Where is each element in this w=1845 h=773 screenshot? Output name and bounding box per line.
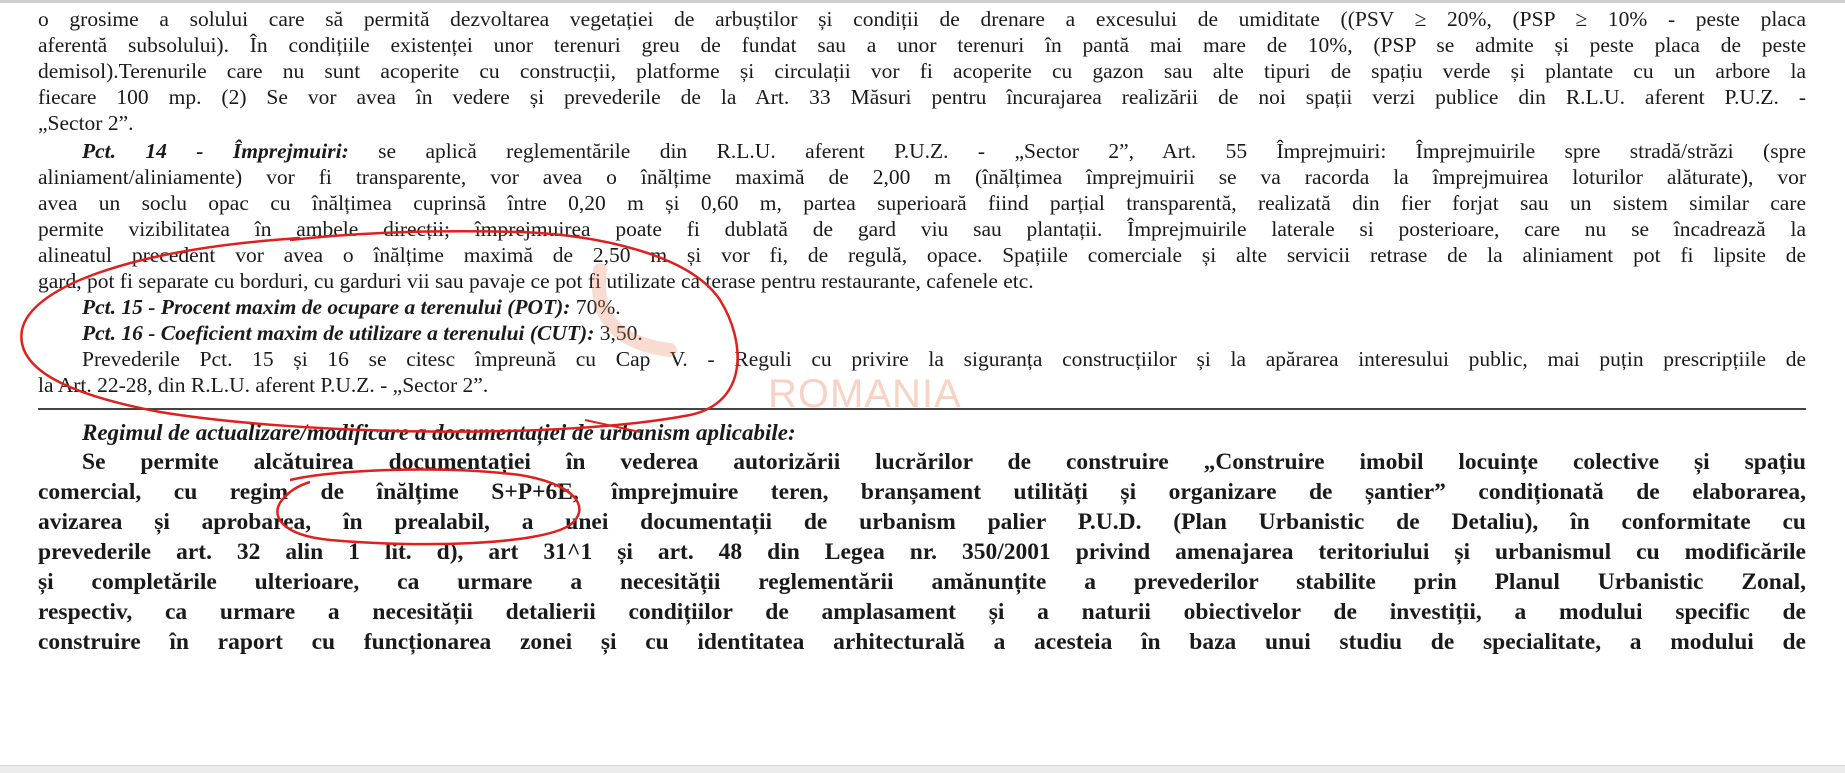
- watermark-arc: [580, 250, 720, 360]
- text-line: alineatul precedent vor avea o înălțime maximă de 2,50 m și vor fi, de regulă, opace. Spațiile comerciale și alte servicii retrase de la aliniament pot fi lipsite de: [38, 243, 1806, 267]
- pct16-label: Pct. 16 - Coeficient maxim de utilizare a terenului (CUT):: [82, 321, 595, 345]
- text-line: comercial, cu regim de înălțime S+P+6E, împrejmuire teren, branșament utilități și organizare de șantier” condiționată de elaborarea,: [38, 479, 1806, 505]
- text-line: aliniament/aliniamente) vor fi transparente, vor avea o înălțime maximă de 2,00 m (înălțimea împrejmuirii se va racorda la împrejmuirea loturilor alăturate), vor: [38, 165, 1806, 189]
- pct15-value: 70%.: [570, 295, 621, 319]
- text-line: permite vizibilitatea în ambele direcții; împrejmuirea poate fi dublată de gard viu sau plantații. Împrejmuirile laterale si posterioare, care nu se încadrează la: [38, 217, 1806, 241]
- text-line: demisol).Terenurile care nu sunt acoperite cu construcții, platforme și circulații vor fi acoperite cu gazon sau alte tipuri de spațiu verde și plantate cu un arbore la: [38, 59, 1806, 83]
- text-line: Se permite alcătuirea documentației în vederea autorizării lucrărilor de construire „Construire imobil locuințe colective și spațiu: [82, 449, 1806, 475]
- watermark-text: ROMANIA: [768, 372, 962, 416]
- text-line: prevederile art. 32 alin 1 lit. d), art 31^1 și art. 48 din Legea nr. 350/2001 privind amenajarea teritoriului și urbanismul cu modificările: [38, 539, 1806, 565]
- pct15-line: [82, 294, 1806, 320]
- text-line: [82, 138, 1806, 164]
- pct14-text: se aplică reglementările din R.L.U. aferent P.U.Z. - „Sector 2”, Art. 55 Împrejmuiri: Împrejmuirile spre stradă/străzi (spre: [348, 139, 1807, 163]
- pct15-label: Pct. 15 - Procent maxim de ocupare a terenului (POT):: [82, 295, 571, 319]
- text-line: construire în raport cu funcționarea zonei și cu identitatea arhitecturală a acesteia în baza unui studiu de specialitate, a modului de: [38, 629, 1806, 655]
- text-line: la Art. 22-28, din R.L.U. aferent P.U.Z. - „Sector 2”.: [38, 373, 489, 397]
- text-line: avizarea și aprobarea, în prealabil, a unei documentații de urbanism palier P.U.D. (Plan Urbanistic de Detaliu), în conformitate cu: [38, 509, 1806, 535]
- pct16-value: 3,50.: [594, 321, 643, 345]
- text-line: și completările ulterioare, ca urmare a necesității reglementării amănunțite a prevederilor stabilite prin Planul Urbanistic Zonal,: [38, 569, 1806, 595]
- text-line: avea un soclu opac cu înălțimea cuprinsă între 0,20 m și 0,60 m, partea superioară fiind parțial transparentă, realizată din fier forjat sau un sistem similar care: [38, 191, 1806, 215]
- pct16-line: [82, 320, 1806, 346]
- text-line: respectiv, ca urmare a necesității detalierii condițiilor de amplasament și a naturii obiectivelor de investiții, a modului specific de: [38, 599, 1806, 625]
- text-line: Prevederile Pct. 15 și 16 se citesc împreună cu Cap V. - Reguli cu privire la siguranța construcțiilor și la apărarea interesului public, mai puțin prescripțiile de: [82, 347, 1806, 371]
- text-line: aferentă subsolului). În condițiile existenței unor terenuri greu de fundat sau a unor terenuri în pantă mai mare de 10%, (PSP se admite și peste placa de peste: [38, 33, 1806, 57]
- pct14-heading: Pct. 14 - Împrejmuiri:: [82, 139, 349, 163]
- text-line: „Sector 2”.: [38, 111, 134, 135]
- section-title: Regimul de actualizare/modificare a documentației de urbanism aplicabile:: [82, 420, 796, 445]
- text-line: o grosime a solului care să permită dezvoltarea vegetației de arbuștilor și condiții de drenare a excesului de umiditate ((PSV ≥ 20%, (PSP ≥ 10% - peste placa: [38, 7, 1806, 31]
- text-line: gard, pot fi separate cu borduri, cu garduri vii sau pavaje ce pot fi utilizate ca terase pentru restaurante, cafenele etc.: [38, 269, 1034, 293]
- text-line: fiecare 100 mp. (2) Se vor avea în vedere și prevederile de la Art. 33 Măsuri pentru încurajarea realizării de noi spații verzi publice din R.L.U. aferent P.U.Z. -: [38, 85, 1806, 109]
